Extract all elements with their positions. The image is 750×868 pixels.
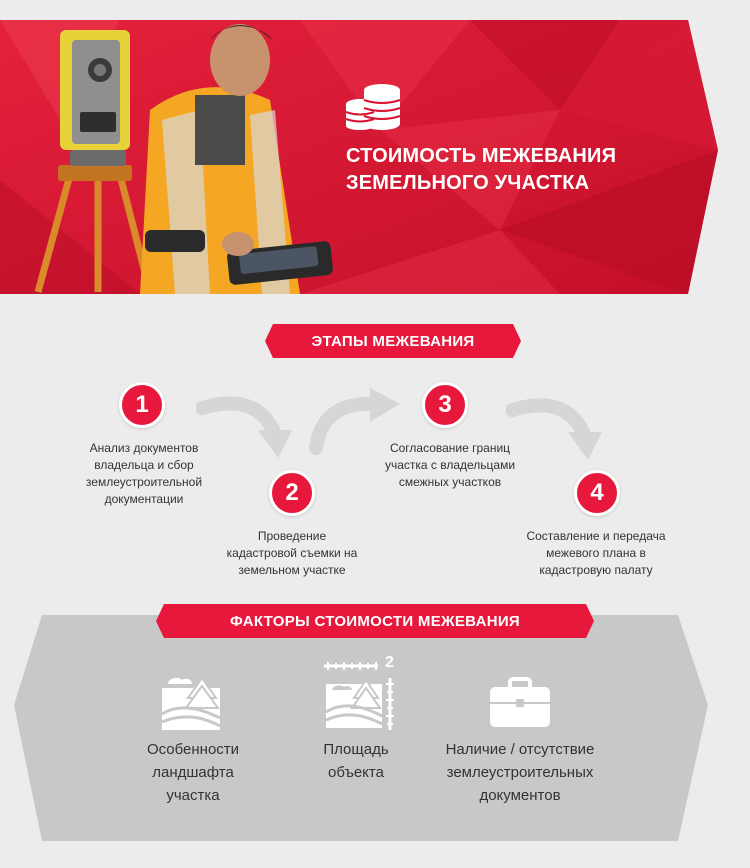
landscape-icon [160,674,226,732]
stages-heading: ЭТАПЫ МЕЖЕВАНИЯ [311,332,475,350]
hero-banner [0,0,750,296]
area-superscript: 2 [385,654,394,671]
hero-title-line2: ЗЕМЕЛЬНОГО УЧАСТКА [346,172,590,194]
factors-heading-ribbon [156,604,594,638]
hero-title [346,143,616,197]
hero-title-line1: СТОИМОСТЬ МЕЖЕВАНИЯ [346,145,617,167]
factor-documents-label: Наличие / отсутствие землеустроительных документов [445,741,595,804]
step-3-badge: 3 [422,382,468,428]
factors-heading: ФАКТОРЫ СТОИМОСТИ МЕЖЕВАНИЯ [229,612,520,630]
coins-stack-icon [344,82,402,130]
step-1-badge: 1 [119,382,165,428]
factor-area-label: Площадь объекта [323,741,389,781]
factor-landscape-label: Особенности ландшафта участка [146,741,240,804]
step-2-text: Проведение кадастровой съемки на земельном участке [226,529,358,577]
stages-heading-ribbon [265,324,521,358]
step-1-text: Анализ документов владельца и сбор землеустроительной документации [85,441,203,506]
step-4-text: Составление и передача межевого плана в кадастровую палату [526,529,666,577]
briefcase-icon [488,677,552,729]
step-3-text: Согласование границ участка с владельцами смежных участков [384,441,516,489]
total-station-illustration [60,30,130,166]
step-2-badge: 2 [269,470,315,516]
step-4-badge: 4 [574,470,620,516]
